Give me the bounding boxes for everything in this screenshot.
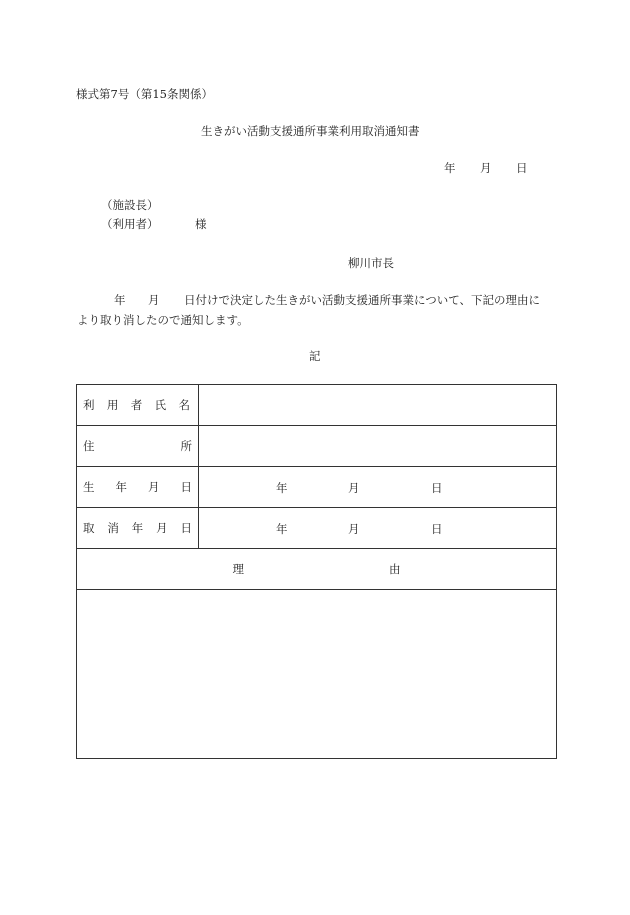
user-name-field[interactable] [199, 385, 557, 426]
addressee-user: （利用者） [101, 217, 159, 231]
issuer: 柳川市長 [348, 256, 394, 270]
body-line1-rest: 日付けで決定した生きがい活動支援通所事業について、下記の理由に [184, 293, 541, 307]
cancel-date-field[interactable]: 年 月 日 [199, 508, 557, 549]
reason-field[interactable] [77, 590, 557, 759]
table-row [77, 508, 557, 549]
addressee-facility: （施設長） [101, 198, 159, 212]
reason-header: 理 由 [77, 549, 557, 590]
date-year: 年 [444, 161, 456, 175]
address-label: 住 所 [77, 426, 199, 467]
date-month: 月 [480, 161, 492, 175]
birthdate-label: 生 年 月 日 [77, 467, 199, 508]
birthdate-field[interactable]: 年 月 日 [199, 467, 557, 508]
table-row [77, 549, 557, 590]
document-title: 生きがい活動支援通所事業利用取消通知書 [201, 124, 420, 138]
body-line2: より取り消したので通知します。 [77, 313, 249, 327]
form-number: 様式第7号（第15条関係） [76, 87, 213, 101]
table-row [77, 467, 557, 508]
date-day: 日 [516, 161, 528, 175]
table-row [77, 590, 557, 759]
addressee-honorific: 様 [195, 217, 207, 231]
table-row [77, 385, 557, 426]
address-field[interactable] [199, 426, 557, 467]
notice-table [76, 384, 557, 759]
body-month: 月 [148, 293, 160, 307]
cancel-date-label: 取 消 年 月 日 [77, 508, 199, 549]
ki-heading: 記 [309, 349, 321, 363]
table-row [77, 426, 557, 467]
user-name-label: 利 用 者 氏 名 [77, 385, 199, 426]
body-year: 年 [114, 293, 126, 307]
